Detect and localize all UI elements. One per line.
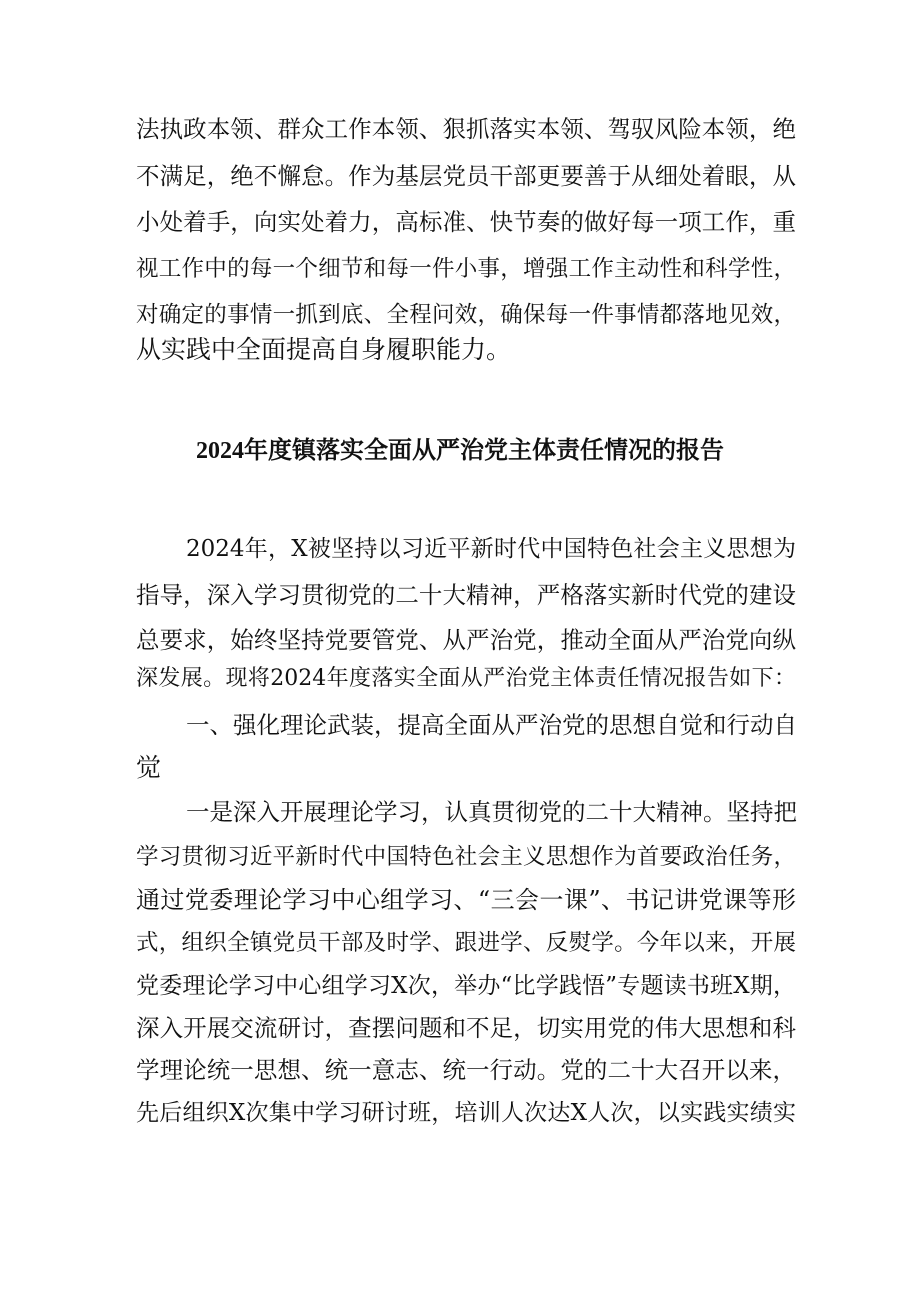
section-heading: 觉 [136, 753, 162, 782]
paragraph-line: 视工作中的每一个细节和每一件小事，增强工作主动性和科学性， [136, 256, 796, 282]
section-body-line: 党委理论学习中心组学习X次，举办“比学践悟”专题读书班X期， [136, 973, 796, 999]
intro-line: 2024年，X被坚持以习近平新时代中国特色社会主义思想为 [186, 536, 796, 562]
paragraph-line: 法执政本领、群众工作本领、狠抓落实本领、驾驭风险本领，绝 [136, 115, 796, 143]
paragraph-line: 对确定的事情一抓到底、全程问效，确保每一件事情都落地见效， [136, 302, 796, 328]
intro-line: 深发展。现将2024年度落实全面从严治党主体责任情况报告如下： [136, 666, 796, 691]
section-body-line: 深入开展交流研讨，查摆问题和不足，切实用党的伟大思想和科 [136, 1014, 796, 1042]
section-body-line: 通过党委理论学习中心组学习、“三会一课”、书记讲党课等形 [136, 886, 796, 914]
paragraph-line: 不满足，绝不懈怠。作为基层党员干部更要善于从细处着眼，从 [136, 162, 796, 190]
report-title: 2024年度镇落实全面从严治党主体责任情况的报告 [196, 438, 724, 464]
section-heading: 一、强化理论武装，提高全面从严治党的思想自觉和行动自 [186, 711, 797, 739]
section-body-line: 学理论统一思想、统一意志、统一行动。党的二十大召开以来， [136, 1056, 796, 1084]
paragraph-line: 从实践中全面提高自身履职能力。 [136, 335, 512, 364]
section-body-line: 先后组织X次集中学习研讨班，培训人次达X人次，以实践实绩实 [136, 1100, 796, 1126]
intro-line: 总要求，始终坚持党要管党、从严治党，推动全面从严治党向纵 [136, 626, 796, 654]
section-body-line: 学习贯彻习近平新时代中国特色社会主义思想作为首要政治任务， [136, 844, 796, 870]
section-body-line: 一是深入开展理论学习，认真贯彻党的二十大精神。坚持把 [186, 798, 797, 826]
section-body-line: 式，组织全镇党员干部及时学、跟进学、反熨学。今年以来，开展 [136, 930, 796, 956]
intro-line: 指导，深入学习贯彻党的二十大精神，严格落实新时代党的建设 [136, 581, 796, 609]
paragraph-line: 小处着手，向实处着力，高标准、快节奏的做好每一项工作，重 [136, 208, 796, 236]
